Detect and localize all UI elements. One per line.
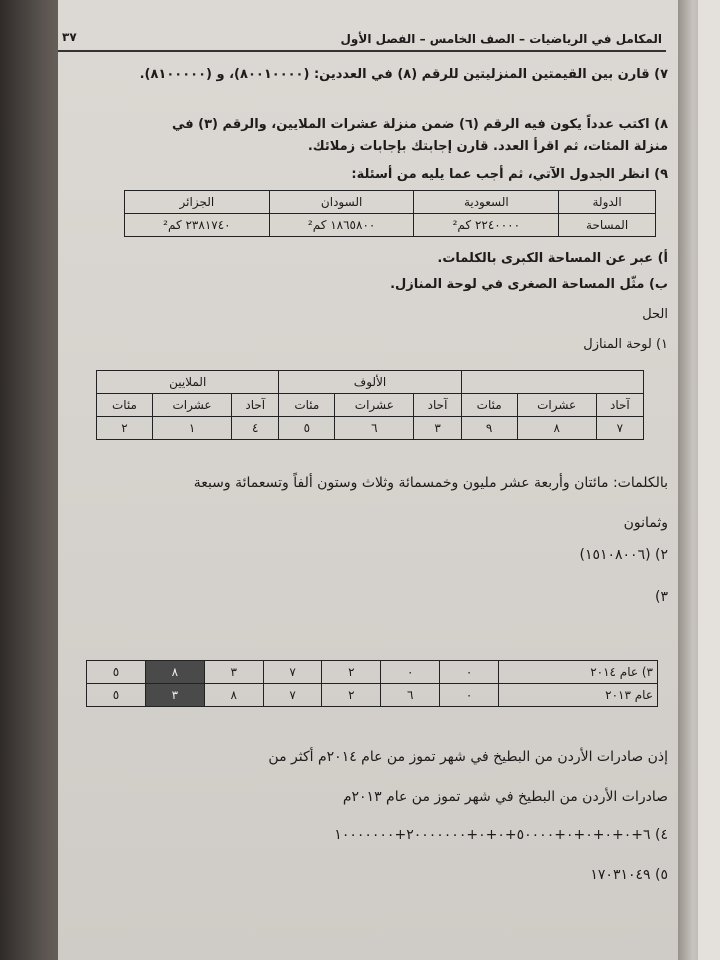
- area-table: [124, 190, 656, 237]
- place-group-cell: [461, 371, 643, 394]
- place-group-cell: الملايين: [97, 371, 279, 394]
- area-table-header-row: [125, 191, 656, 214]
- area-cell: الجزائر: [125, 191, 270, 214]
- comparison-digit-highlight: ٣: [145, 684, 204, 707]
- area-cell: السعودية: [414, 191, 559, 214]
- place-digit-cell: ٥: [279, 417, 335, 440]
- place-digit-cell: ٤: [232, 417, 279, 440]
- place-name-cell: عشرات: [152, 394, 231, 417]
- place-value-table: [96, 370, 644, 440]
- area-cell: الدولة: [559, 191, 656, 214]
- place-digits-row: [97, 417, 644, 440]
- comparison-digit: ٠: [440, 661, 499, 684]
- solution-label: الحل: [642, 307, 668, 322]
- area-cell: ١٨٦٥٨٠٠ كم²: [269, 214, 414, 237]
- comparison-digit: ٢: [322, 684, 381, 707]
- place-digit-cell: ١: [152, 417, 231, 440]
- comparison-digit: ٣: [204, 661, 263, 684]
- comparison-digit-highlight: ٨: [145, 661, 204, 684]
- place-name-cell: مئات: [279, 394, 335, 417]
- solution-1-label: ١) لوحة المنازل: [583, 337, 668, 352]
- words-line-1: بالكلمات: مائتان وأربعة عشر مليون وخمسمائة وثلاث وستون ألفاً وتسعمائة وسبعة: [193, 475, 668, 491]
- place-name-cell: آحاد: [414, 394, 461, 417]
- comparison-digit: ٧: [263, 684, 322, 707]
- adjacent-page-edge: [698, 0, 720, 960]
- comparison-label: عام ٢٠١٣: [499, 684, 658, 707]
- document-page: [58, 0, 678, 960]
- place-digit-cell: ٨: [517, 417, 596, 440]
- question-8-line2: منزلة المئات، ثم اقرأ العدد. قارن إجابتك بإجابات زملائك.: [307, 139, 668, 154]
- place-name-cell: آحاد: [232, 394, 279, 417]
- comparison-digit: ٧: [263, 661, 322, 684]
- area-cell: ٢٢٤٠٠٠٠ كم²: [414, 214, 559, 237]
- comparison-digit: ٨: [204, 684, 263, 707]
- comparison-digit: ٠: [440, 684, 499, 707]
- question-9a: أ) عبر عن المساحة الكبرى بالكلمات.: [437, 251, 668, 266]
- place-digit-cell: ٣: [414, 417, 461, 440]
- comparison-digit: ٢: [322, 661, 381, 684]
- page-number: ٣٧: [62, 30, 77, 44]
- solution-4: ٤) ٦+٠+٠+٠+٠+٥٠٠٠٠+٠+٠+٢٠٠٠٠٠٠٠+١٠٠٠٠٠٠٠: [334, 827, 668, 843]
- place-digit-cell: ٢: [97, 417, 153, 440]
- question-9b: ب) مثّل المساحة الصغرى في لوحة المنازل.: [390, 277, 668, 292]
- comparison-row-2013: [87, 684, 658, 707]
- comparison-digit: ٥: [87, 684, 146, 707]
- place-group-cell: الألوف: [279, 371, 461, 394]
- area-table-row: [125, 214, 656, 237]
- conclusion-line-1: إذن صادرات الأردن من البطيخ في شهر تموز من عام ٢٠١٤م أكثر من: [268, 749, 668, 765]
- conclusion-line-2: صادرات الأردن من البطيخ في شهر تموز من عام ٢٠١٣م: [342, 789, 668, 805]
- area-cell: السودان: [269, 191, 414, 214]
- comparison-digit: ٦: [381, 684, 440, 707]
- place-name-cell: عشرات: [517, 394, 596, 417]
- place-name-cell: مئات: [461, 394, 517, 417]
- question-9: ٩) انظر الجدول الآتي، ثم أجب عما يليه من أسئلة:: [351, 167, 668, 182]
- place-name-cell: عشرات: [335, 394, 414, 417]
- comparison-table: [86, 660, 658, 707]
- words-line-2: وثمانون: [623, 515, 668, 531]
- area-cell: ٢٣٨١٧٤٠ كم²: [125, 214, 270, 237]
- place-digit-cell: ٦: [335, 417, 414, 440]
- place-name-cell: آحاد: [596, 394, 643, 417]
- place-names-row: [97, 394, 644, 417]
- place-digit-cell: ٧: [596, 417, 643, 440]
- comparison-label: ٣) عام ٢٠١٤: [499, 661, 658, 684]
- solution-2: ٢) (١٥١٠٨٠٠٦): [579, 547, 668, 563]
- page-header: [58, 28, 666, 52]
- place-digit-cell: ٩: [461, 417, 517, 440]
- comparison-digit: ٥: [87, 661, 146, 684]
- question-8-line1: ٨) اكتب عدداً يكون فيه الرقم (٦) ضمن منزلة عشرات الملايين، والرقم (٣) في: [171, 117, 668, 132]
- comparison-row-2014: [87, 661, 658, 684]
- place-name-cell: مئات: [97, 394, 153, 417]
- solution-3: ٣): [655, 589, 668, 605]
- comparison-digit: ٠: [381, 661, 440, 684]
- header-title: المكامل في الرياضيات – الصف الخامس – الفصل الأول: [340, 32, 662, 46]
- question-7: ٧) قارن بين القيمتين المنزليتين للرقم (٨) في العددين: (٨٠٠١٠٠٠٠)، و (٨١٠٠٠٠٠).: [139, 67, 668, 82]
- solution-5: ٥) ١٧٠٣١٠٤٩: [590, 867, 668, 883]
- area-cell: المساحة: [559, 214, 656, 237]
- place-groups-row: [97, 371, 644, 394]
